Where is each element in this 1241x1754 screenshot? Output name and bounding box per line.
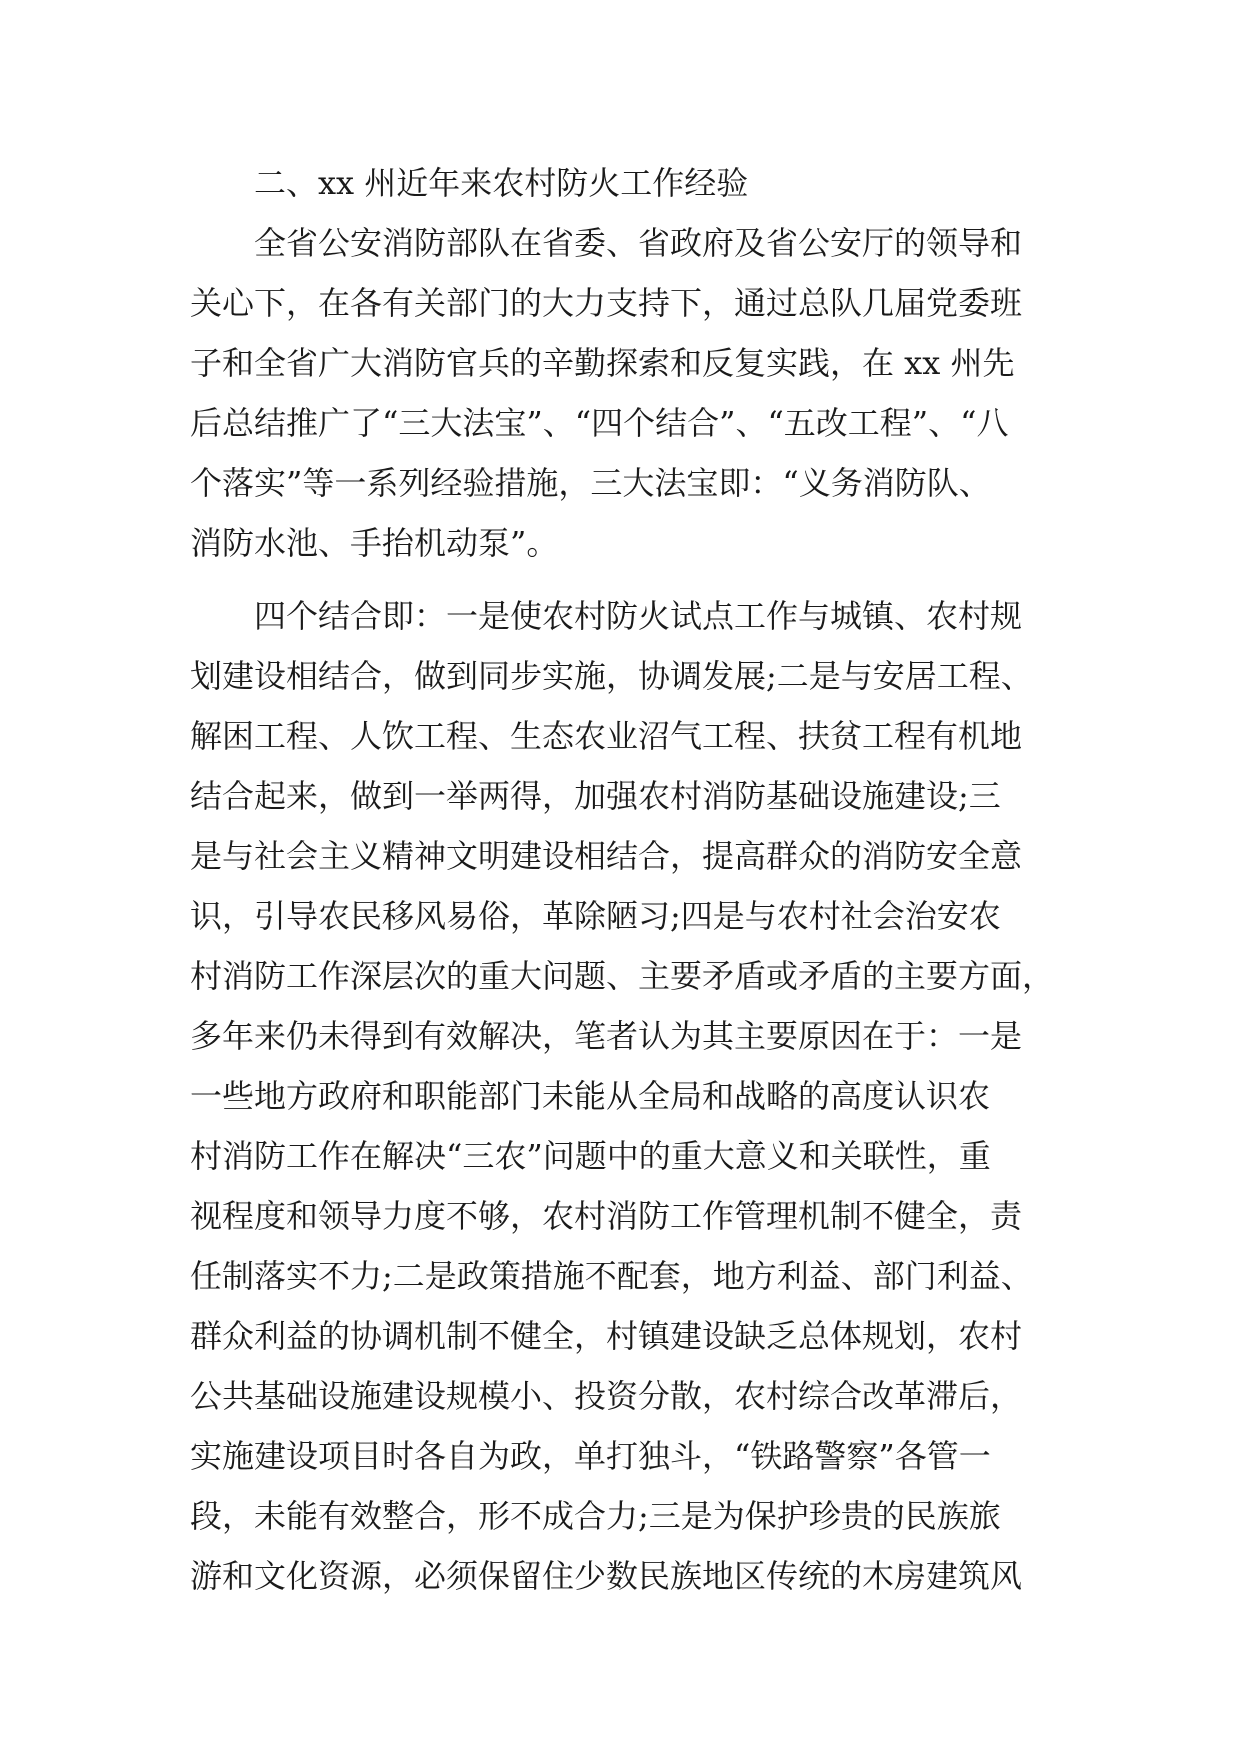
- paragraph-line: 段，未能有效整合，形不成合力;三是为保护珍贵的民族旅: [190, 1497, 1001, 1535]
- paragraph-line: 村消防工作在解决“三农”问题中的重大意义和关联性，重: [190, 1137, 991, 1175]
- paragraph-line: 视程度和领导力度不够，农村消防工作管理机制不健全，责: [190, 1197, 1023, 1235]
- paragraph-line: 解困工程、人饮工程、生态农业沼气工程、扶贫工程有机地: [190, 717, 1023, 755]
- paragraph-line: 一些地方政府和职能部门未能从全局和战略的高度认识农: [190, 1077, 991, 1115]
- paragraph-line: 识，引导农民移风易俗，革除陋习;四是与农村社会治安农: [190, 897, 1001, 935]
- section-heading: 二、xx 州近年来农村防火工作经验: [254, 164, 749, 202]
- paragraph-line: 群众利益的协调机制不健全，村镇建设缺乏总体规划，农村: [190, 1317, 1023, 1355]
- paragraph-line: 实施建设项目时各自为政，单打独斗，“铁路警察”各管一: [190, 1437, 991, 1475]
- paragraph-line: 村消防工作深层次的重大问题、主要矛盾或矛盾的主要方面，: [190, 957, 1055, 995]
- paragraph-line: 是与社会主义精神文明建设相结合，提高群众的消防安全意: [190, 837, 1023, 875]
- paragraph-line: 任制落实不力;二是政策措施不配套，地方利益、部门利益、: [190, 1257, 1033, 1295]
- paragraph-line: 消防水池、手抬机动泵”。: [190, 524, 559, 562]
- paragraph-line: 多年来仍未得到有效解决，笔者认为其主要原因在于：一是: [190, 1017, 1023, 1055]
- paragraph-line: 四个结合即：一是使农村防火试点工作与城镇、农村规: [254, 597, 1023, 635]
- paragraph-line: 游和文化资源，必须保留住少数民族地区传统的木房建筑风: [190, 1557, 1023, 1595]
- paragraph-line: 子和全省广大消防官兵的辛勤探索和反复实践，在 xx 州先: [190, 344, 1015, 382]
- paragraph-line: 公共基础设施建设规模小、投资分散，农村综合改革滞后，: [190, 1377, 1023, 1415]
- paragraph-line: 结合起来，做到一举两得，加强农村消防基础设施建设;三: [190, 777, 1001, 815]
- paragraph-line: 后总结推广了“三大法宝”、“四个结合”、“五改工程”、“八: [190, 404, 1009, 442]
- paragraph-line: 关心下，在各有关部门的大力支持下，通过总队几届党委班: [190, 284, 1023, 322]
- paragraph-line: 划建设相结合，做到同步实施，协调发展;二是与安居工程、: [190, 657, 1033, 695]
- document-body: [190, 153, 1070, 1606]
- paragraph-line: 个落实”等一系列经验措施，三大法宝即：“义务消防队、: [190, 464, 991, 502]
- paragraph-1: [190, 213, 1070, 573]
- paragraph-2: [190, 586, 1070, 1606]
- paragraph-line: 全省公安消防部队在省委、省政府及省公安厅的领导和: [254, 224, 1023, 262]
